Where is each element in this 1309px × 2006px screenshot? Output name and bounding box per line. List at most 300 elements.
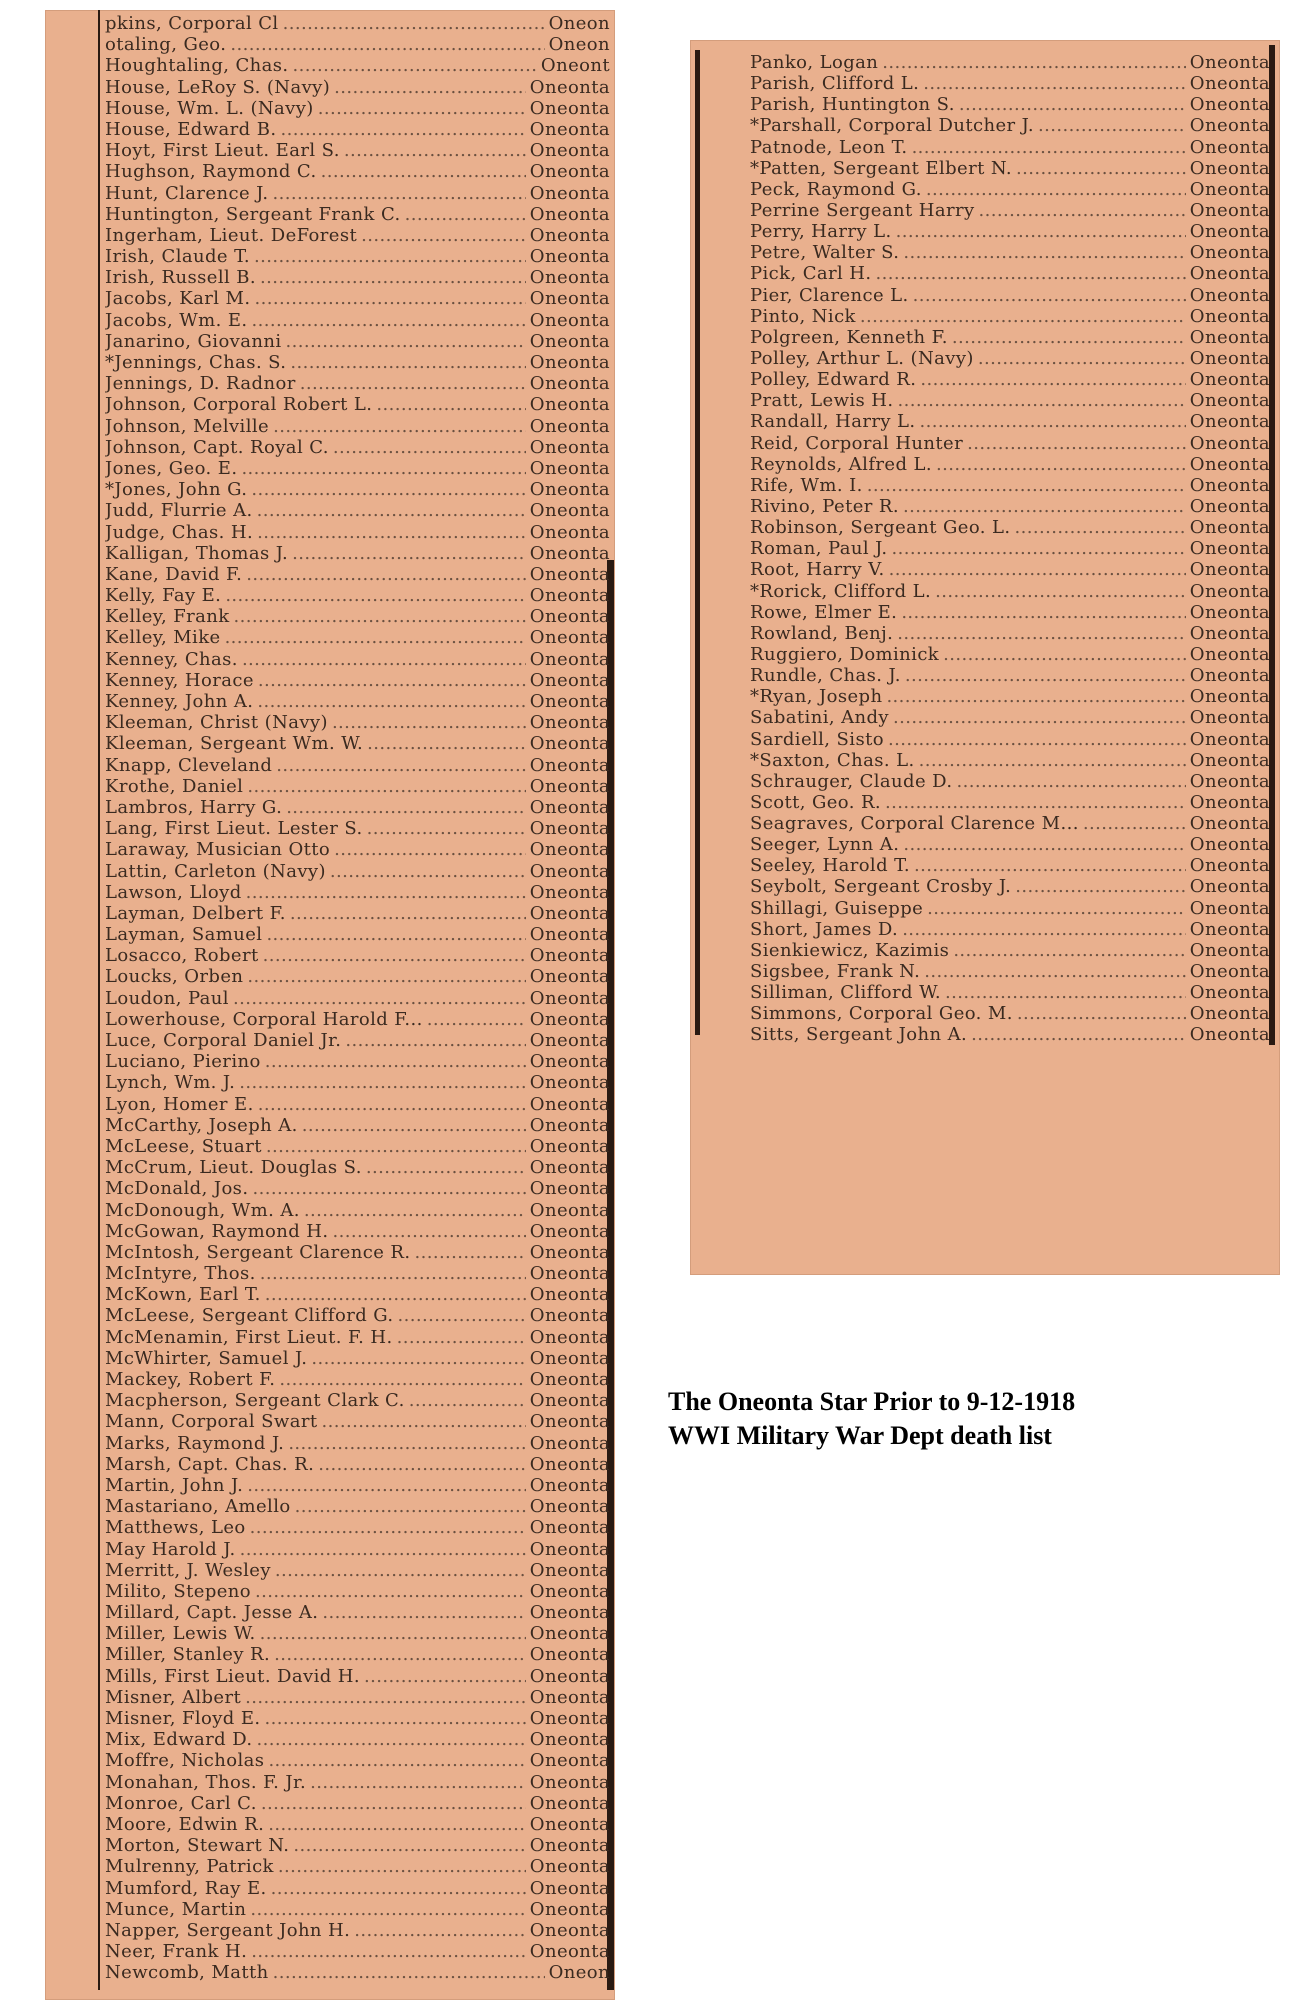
hometown: Oneonta — [529, 1051, 610, 1073]
hometown: Oneonta — [1189, 728, 1270, 750]
hometown: Oneonta — [529, 1835, 610, 1857]
soldier-name: McKown, Earl T. — [105, 1284, 261, 1306]
list-item — [105, 1475, 610, 1496]
soldier-name: Johnson, Corporal Robert L. — [105, 394, 373, 416]
list-item — [750, 327, 1270, 348]
leader-dots — [300, 373, 526, 394]
hometown: Oneonta — [529, 1941, 610, 1963]
list-item — [105, 1178, 610, 1199]
list-item — [105, 1920, 610, 1941]
soldier-name: Mastariano, Amello — [105, 1496, 291, 1518]
hometown: Oneonta — [1189, 326, 1270, 348]
list-item — [750, 263, 1270, 284]
hometown: Oneonta — [1189, 791, 1270, 813]
hometown: Oneonta — [529, 796, 610, 818]
list-item — [105, 1454, 610, 1475]
hometown: Oneonta — [529, 1305, 610, 1327]
hometown: Oneonta — [1189, 495, 1270, 517]
hometown: Oneonta — [1189, 939, 1270, 961]
hometown: Oneonta — [529, 1157, 610, 1179]
leader-dots — [920, 411, 1186, 432]
leader-dots — [967, 433, 1186, 454]
leader-dots — [257, 522, 526, 543]
leader-dots — [293, 55, 537, 76]
hometown: Oneonta — [529, 966, 610, 988]
list-item — [105, 966, 610, 987]
soldier-name: Simmons, Corporal Geo. M. — [750, 1003, 1013, 1025]
soldier-name: Loudon, Paul — [105, 987, 229, 1009]
soldier-name: Kelley, Mike — [105, 627, 221, 649]
list-item — [750, 813, 1270, 834]
soldier-name: Layman, Delbert F. — [105, 902, 286, 924]
hometown: Oneonta — [1189, 73, 1270, 95]
soldier-name: Newcomb, Matth — [105, 1962, 269, 1984]
list-item — [105, 543, 610, 564]
leader-dots — [251, 479, 525, 500]
hometown: Oneonta — [529, 267, 610, 289]
hometown: Oneonta — [1189, 982, 1270, 1004]
soldier-name: *Saxton, Chas. L. — [750, 749, 915, 771]
leader-dots — [286, 797, 526, 818]
leader-dots — [251, 1941, 526, 1962]
hometown: Oneonta — [529, 415, 610, 437]
list-item — [105, 1729, 610, 1750]
leader-dots — [885, 792, 1186, 813]
list-item — [105, 1009, 610, 1030]
list-item — [750, 834, 1270, 855]
list-item — [750, 94, 1270, 115]
soldier-name: Napper, Sergeant John H. — [105, 1919, 351, 1941]
soldier-name: Mix, Edward D. — [105, 1729, 253, 1751]
hometown: Oneonta — [529, 1623, 610, 1645]
soldier-name: Parish, Huntington S. — [750, 94, 955, 116]
leader-dots — [935, 581, 1186, 602]
leader-dots — [860, 306, 1186, 327]
soldier-name: Irish, Claude T. — [105, 246, 250, 268]
hometown: Oneonta — [529, 1474, 610, 1496]
hometown: Oneonta — [1189, 369, 1270, 391]
leader-dots — [293, 1835, 525, 1856]
soldier-name: Huntington, Sergeant Frank C. — [105, 203, 401, 225]
leader-dots — [867, 475, 1186, 496]
soldier-name: Scott, Geo. R. — [750, 791, 882, 813]
hometown: Oneonta — [529, 1559, 610, 1581]
soldier-name: Marks, Raymond J. — [105, 1432, 285, 1454]
leader-dots — [364, 1666, 526, 1687]
list-item — [105, 1941, 610, 1962]
list-item — [105, 1115, 610, 1136]
death-list-right-column — [750, 52, 1270, 1046]
list-item — [105, 755, 610, 776]
leader-dots — [889, 559, 1186, 580]
list-item — [105, 1136, 610, 1157]
hometown: Oneonta — [529, 1241, 610, 1263]
hometown: Oneonta — [529, 987, 610, 1009]
leader-dots — [318, 1454, 526, 1475]
hometown: Oneonta — [1189, 834, 1270, 856]
list-item — [750, 771, 1270, 792]
list-item — [750, 475, 1270, 496]
list-item — [750, 1003, 1270, 1024]
leader-dots — [254, 288, 525, 309]
list-item — [105, 1433, 610, 1454]
leader-dots — [246, 564, 526, 585]
soldier-name: Patnode, Leon T. — [750, 136, 908, 158]
list-item — [105, 394, 610, 415]
hometown: Oneonta — [529, 669, 610, 691]
soldier-name: Peck, Raymond G. — [750, 178, 922, 200]
soldier-name: Laraway, Musician Otto — [105, 839, 331, 861]
soldier-name: Petre, Walter S. — [750, 242, 900, 264]
soldier-name: Pinto, Nick — [750, 305, 856, 327]
leader-dots — [268, 1750, 525, 1771]
soldier-name: *Jennings, Chas. S. — [105, 352, 287, 373]
hometown: Oneonta — [1189, 453, 1270, 475]
leader-dots — [898, 390, 1186, 411]
soldier-name: Merritt, J. Wesley — [105, 1559, 271, 1581]
soldier-name: Mann, Corporal Swart — [105, 1411, 318, 1433]
hometown: Oneonta — [1189, 157, 1270, 179]
hometown: Oneonta — [529, 246, 610, 268]
soldier-name: Janarino, Giovanni — [105, 330, 282, 352]
leader-dots — [257, 691, 525, 712]
list-item — [105, 267, 610, 288]
leader-dots — [896, 221, 1186, 242]
hometown: Oneonta — [529, 436, 610, 458]
soldier-name: McGowan, Raymond H. — [105, 1220, 329, 1242]
soldier-name: Schrauger, Claude D. — [750, 770, 953, 792]
hometown: Oneonta — [529, 945, 610, 967]
hometown: Oneonta — [1189, 622, 1270, 644]
leader-dots — [255, 1581, 526, 1602]
leader-dots — [1083, 813, 1186, 834]
list-item — [105, 437, 610, 458]
hometown: Oneonta — [529, 521, 610, 543]
soldier-name: Sienkiewicz, Kazimis — [750, 939, 950, 961]
leader-dots — [333, 437, 526, 458]
death-list-left-column — [105, 13, 610, 1983]
hometown: Oneonta — [529, 1390, 610, 1412]
list-item — [105, 1284, 610, 1305]
leader-dots — [261, 1793, 526, 1814]
hometown: Oneonta — [529, 563, 610, 585]
soldier-name: Judge, Chas. H. — [105, 521, 254, 543]
list-item — [105, 1962, 610, 1983]
hometown: Oneonta — [1189, 855, 1270, 877]
leader-dots — [943, 644, 1186, 665]
list-item — [105, 776, 610, 797]
soldier-name: pkins, Corporal Cl — [105, 13, 279, 34]
hometown: Oneonta — [529, 1326, 610, 1348]
leader-dots — [956, 771, 1185, 792]
hometown: Oneonta — [529, 1729, 610, 1751]
leader-dots — [295, 1496, 526, 1517]
list-item — [105, 627, 610, 648]
list-item — [750, 623, 1270, 644]
soldier-name: Loucks, Orben — [105, 966, 244, 988]
list-item — [105, 1369, 610, 1390]
list-item — [105, 1750, 610, 1771]
hometown: Oneonta — [1189, 643, 1270, 665]
soldier-name: Morton, Stewart N. — [105, 1835, 290, 1857]
leader-dots — [882, 52, 1186, 73]
soldier-name: Rowland, Benj. — [750, 622, 894, 644]
leader-dots — [322, 1411, 526, 1432]
hometown: Oneonta — [1189, 517, 1270, 539]
soldier-name: Rowe, Elmer E. — [750, 601, 898, 623]
list-item — [750, 137, 1270, 158]
hometown: Oneonta — [1189, 770, 1270, 792]
list-item — [105, 1708, 610, 1729]
leader-dots — [923, 73, 1186, 94]
soldier-name: Judd, Flurrie A. — [105, 500, 253, 522]
leader-dots — [971, 1024, 1186, 1045]
hometown: Oneonta — [1189, 559, 1270, 581]
soldier-name: Seeger, Lynn A. — [750, 834, 900, 856]
soldier-name: Lang, First Lieut. Lester S. — [105, 818, 363, 840]
soldier-name: Johnson, Melville — [105, 415, 270, 437]
leader-dots — [1038, 115, 1186, 136]
column-rule — [695, 50, 700, 1035]
list-item — [105, 288, 610, 309]
soldier-name: Mumford, Ray E. — [105, 1877, 267, 1899]
leader-dots — [286, 331, 526, 352]
hometown: Oneonta — [529, 1686, 610, 1708]
leader-dots — [366, 1157, 526, 1178]
leader-dots — [242, 649, 526, 670]
leader-dots — [888, 729, 1186, 750]
leader-dots — [279, 1369, 525, 1390]
list-item — [105, 988, 610, 1009]
hometown: Oneonta — [529, 1644, 610, 1666]
leader-dots — [239, 1072, 526, 1093]
soldier-name: Mackey, Robert F. — [105, 1369, 276, 1390]
leader-dots — [903, 242, 1185, 263]
leader-dots — [275, 1560, 526, 1581]
soldier-name: Moffre, Nicholas — [105, 1750, 265, 1772]
soldier-name: Krothe, Daniel — [105, 775, 244, 797]
soldier-name: Hoyt, First Lieut. Earl S. — [105, 140, 340, 162]
hometown: Oneonta — [1189, 411, 1270, 433]
hometown: Oneonta — [529, 1199, 610, 1221]
list-item — [105, 1327, 610, 1348]
hometown: Oneonta — [1189, 390, 1270, 412]
leader-dots — [276, 755, 526, 776]
list-item — [105, 310, 610, 331]
leader-dots — [354, 1920, 526, 1941]
leader-dots — [258, 1094, 526, 1115]
hometown: Oneonta — [529, 1877, 610, 1899]
soldier-name: Polgreen, Kenneth F. — [750, 326, 948, 348]
leader-dots — [321, 161, 526, 182]
soldier-name: McLeese, Stuart — [105, 1135, 262, 1157]
leader-dots — [905, 665, 1186, 686]
soldier-name: Mulrenny, Patrick — [105, 1856, 274, 1878]
leader-dots — [893, 707, 1186, 728]
leader-dots — [247, 1475, 526, 1496]
soldier-name: Losacco, Robert — [105, 945, 259, 967]
hometown: Oneonta — [1189, 221, 1270, 243]
hometown: Oneonta — [529, 1411, 610, 1433]
list-item — [105, 34, 610, 55]
hometown: Oneonta — [529, 1453, 610, 1475]
soldier-name: Root, Harry V. — [750, 559, 885, 581]
soldier-name: Misner, Floyd E. — [105, 1708, 261, 1729]
leader-dots — [263, 945, 526, 966]
leader-dots — [397, 1327, 526, 1348]
list-item — [105, 479, 610, 500]
list-item — [105, 903, 610, 924]
list-item — [105, 1856, 610, 1877]
soldier-name: Layman, Samuel — [105, 924, 263, 946]
leader-dots — [920, 369, 1185, 390]
soldier-name: Reid, Corporal Hunter — [750, 432, 964, 454]
hometown: Oneonta — [1189, 961, 1270, 983]
list-item — [105, 1221, 610, 1242]
soldier-name: Polley, Arthur L. (Navy) — [750, 347, 974, 369]
list-item — [105, 1539, 610, 1560]
list-item — [105, 1030, 610, 1051]
soldier-name: McIntyre, Thos. — [105, 1263, 256, 1285]
list-item — [750, 179, 1270, 200]
hometown: Oneonta — [1189, 601, 1270, 623]
list-item — [750, 285, 1270, 306]
hometown: Oneonta — [529, 1496, 610, 1518]
soldier-name: Jones, Geo. E. — [105, 457, 238, 479]
hometown: Oneonta — [529, 373, 610, 395]
leader-dots — [265, 1284, 526, 1305]
leader-dots — [225, 627, 526, 648]
leader-dots — [273, 1962, 545, 1983]
leader-dots — [945, 982, 1186, 1003]
leader-dots — [266, 1136, 526, 1157]
soldier-name: Lowerhouse, Corporal Harold F... — [105, 1008, 423, 1030]
hometown: Oneonta — [529, 585, 610, 607]
list-item — [750, 665, 1270, 686]
hometown: Oneonta — [529, 691, 610, 712]
hometown: Oneonta — [529, 203, 610, 225]
soldier-name: Neer, Frank H. — [105, 1941, 248, 1963]
soldier-name: Irish, Russell B. — [105, 267, 257, 289]
soldier-name: Kleeman, Sergeant Wm. W. — [105, 733, 364, 755]
soldier-name: House, Wm. L. (Navy) — [105, 97, 314, 119]
hometown: Oneonta — [1189, 178, 1270, 200]
leader-dots — [257, 1729, 526, 1750]
soldier-name: Lynch, Wm. J. — [105, 1072, 236, 1094]
list-item — [105, 140, 610, 161]
leader-dots — [926, 179, 1186, 200]
soldier-name: McDonald, Jos. — [105, 1178, 249, 1200]
list-item — [105, 119, 610, 140]
list-item — [750, 411, 1270, 432]
soldier-name: Panko, Logan — [750, 52, 879, 73]
leader-dots — [257, 500, 526, 521]
leader-dots — [409, 1390, 526, 1411]
list-item — [105, 1623, 610, 1644]
list-item — [105, 458, 610, 479]
hometown: Oneonta — [529, 902, 610, 924]
list-item — [105, 712, 610, 733]
soldier-name: Matthews, Leo — [105, 1517, 246, 1539]
leader-dots — [260, 1623, 526, 1644]
caption-line-2: WWI Military War Dept death list — [668, 1421, 1052, 1450]
list-item — [105, 1517, 610, 1538]
list-item — [105, 1814, 610, 1835]
list-item — [750, 433, 1270, 454]
hometown: Oneonta — [1189, 474, 1270, 496]
list-item — [105, 331, 610, 352]
hometown: Oneonta — [529, 1263, 610, 1285]
leader-dots — [978, 348, 1186, 369]
list-item — [105, 839, 610, 860]
soldier-name: Shillagi, Guiseppe — [750, 897, 924, 919]
hometown: Oneon — [548, 34, 610, 56]
list-item — [105, 564, 610, 585]
list-item — [105, 98, 610, 119]
soldier-name: *Jones, John G. — [105, 479, 248, 501]
soldier-name: Lyon, Homer E. — [105, 1093, 254, 1115]
leader-dots — [310, 1772, 526, 1793]
leader-dots — [367, 818, 526, 839]
leader-dots — [278, 1856, 526, 1877]
list-item — [750, 348, 1270, 369]
hometown: Oneonta — [529, 1114, 610, 1136]
leader-dots — [952, 327, 1186, 348]
list-item — [105, 225, 610, 246]
soldier-name: Pier, Clarence L. — [750, 284, 909, 306]
list-item — [750, 686, 1270, 707]
soldier-name: Sardiell, Sisto — [750, 728, 884, 750]
soldier-name: Reynolds, Alfred L. — [750, 453, 932, 475]
leader-dots — [292, 543, 526, 564]
hometown: Oneonta — [1189, 707, 1270, 729]
list-item — [105, 183, 610, 204]
leader-dots — [230, 34, 544, 55]
list-item — [105, 1793, 610, 1814]
list-item — [105, 924, 610, 945]
hometown: Oneonta — [529, 606, 610, 628]
soldier-name: *Rorick, Clifford L. — [750, 580, 932, 602]
list-item — [750, 792, 1270, 813]
list-item — [105, 1899, 610, 1920]
hometown: Oneonta — [529, 76, 610, 98]
hometown: Oneonta — [529, 1856, 610, 1878]
leader-dots — [897, 623, 1186, 644]
soldier-name: Munce, Martin — [105, 1898, 247, 1920]
list-item — [105, 1200, 610, 1221]
leader-dots — [903, 496, 1186, 517]
leader-dots — [953, 940, 1185, 961]
soldier-name: Macpherson, Sergeant Clark C. — [105, 1390, 405, 1412]
soldier-name: Pick, Carl H. — [750, 263, 872, 285]
list-item — [105, 1666, 610, 1687]
list-item — [105, 55, 610, 76]
leader-dots — [345, 1030, 525, 1051]
soldier-name: Misner, Albert — [105, 1686, 242, 1708]
hometown: Oneon — [548, 1962, 610, 1984]
leader-dots — [247, 776, 525, 797]
leader-dots — [260, 267, 526, 288]
list-item — [750, 369, 1270, 390]
list-item — [105, 352, 610, 373]
soldier-name: Seeley, Harold T. — [750, 855, 911, 877]
soldier-name: Martin, John J. — [105, 1474, 244, 1496]
leader-dots — [405, 204, 526, 225]
leader-dots — [260, 1263, 526, 1284]
soldier-name: McDonough, Wm. A. — [105, 1199, 300, 1221]
list-item — [105, 1835, 610, 1856]
hometown: Oneonta — [529, 1093, 610, 1115]
